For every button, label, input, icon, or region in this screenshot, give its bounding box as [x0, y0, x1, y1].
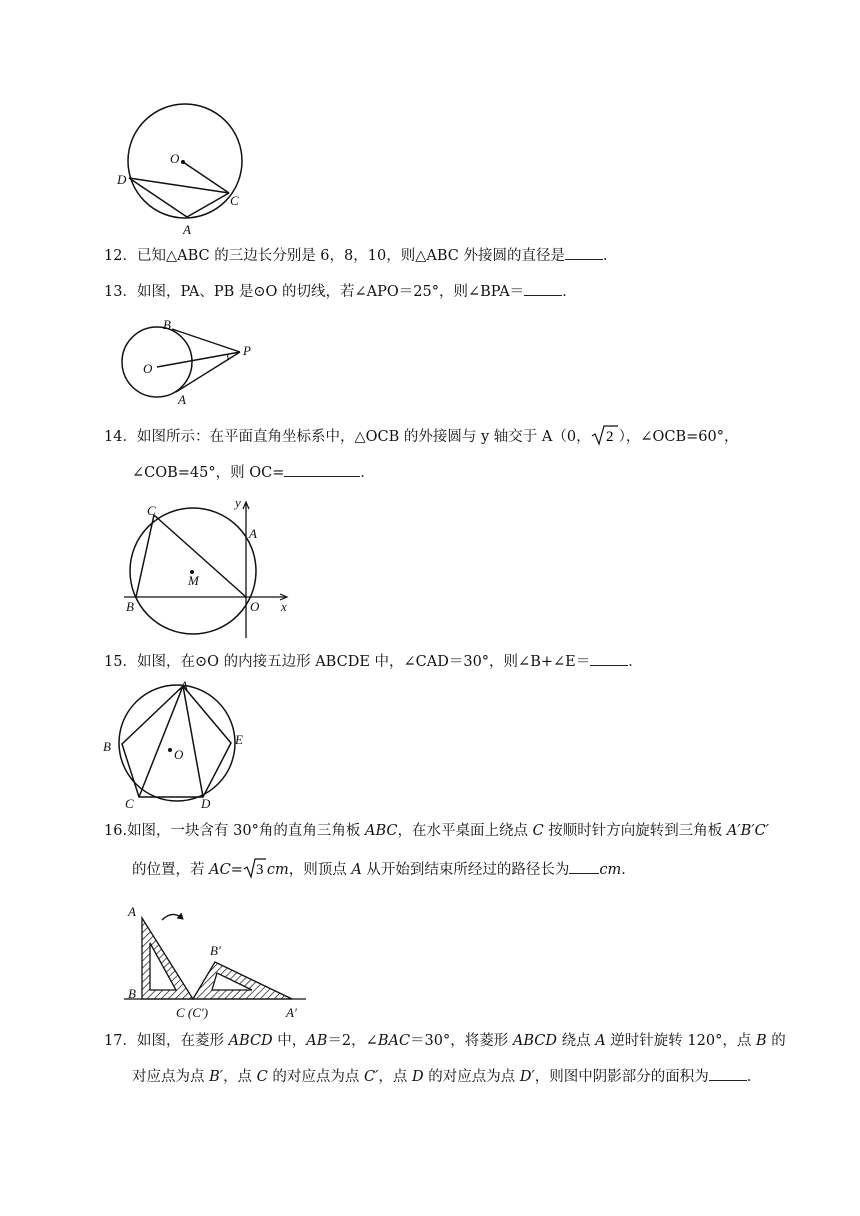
math-A: A	[595, 1033, 606, 1049]
math-ABC: ABC	[364, 823, 398, 839]
label-C-Cprime: C (C′)	[176, 1005, 209, 1020]
label-y: y	[235, 495, 241, 510]
problem-17-line1	[104, 1026, 784, 1056]
problem-text: =	[230, 862, 243, 878]
problem-text-end: ．	[562, 284, 577, 300]
math-C-prime: C′	[364, 1069, 379, 1085]
problem-text-end: ．	[746, 1069, 762, 1085]
answer-blank[interactable]	[284, 460, 360, 477]
math-unit: cm	[266, 862, 289, 878]
problem-text: ＝2，∠	[327, 1033, 378, 1049]
math-A: A	[351, 862, 362, 878]
problem-number: 14．	[104, 429, 137, 445]
problem-text: 如图所示：在平面直角坐标系中，△OCB 的外接圆与 y 轴交于 A（0，	[136, 429, 591, 445]
problem-text: ，点	[378, 1069, 412, 1085]
problem-text: ，在水平桌面上绕点	[397, 823, 533, 839]
label-O: O	[170, 151, 180, 166]
math-ABCD: ABCD	[512, 1033, 557, 1049]
problem-13	[104, 277, 784, 307]
problem-number: 13．	[104, 284, 137, 300]
center-point-O	[168, 748, 172, 752]
problem-text: 从开始到结束所经过的路径长为	[361, 862, 570, 878]
label-B: B	[163, 317, 171, 332]
math-D: D	[412, 1069, 424, 1085]
problem-text: ，点	[223, 1069, 257, 1085]
label-B: B	[126, 599, 134, 614]
problem-text: 逆时针旋转 120°，点	[605, 1033, 756, 1049]
segment-OC	[183, 162, 229, 193]
problem-number: 17．	[104, 1033, 137, 1049]
problem-text: 如图，一块含有 30°角的直角三角板	[127, 823, 365, 839]
problem-number: 12．	[104, 248, 137, 264]
math-C: C	[532, 823, 544, 839]
label-C: C	[230, 193, 239, 208]
problem-text: 中，	[272, 1033, 307, 1049]
circle-O	[128, 104, 242, 218]
problem-text: 的	[766, 1033, 786, 1049]
problem-text: 对应点为点	[132, 1069, 210, 1085]
problem-text: 绕点	[556, 1033, 596, 1049]
sqrt-radicand: 3	[255, 862, 264, 878]
sqrt-expression	[591, 422, 619, 452]
problem-text: ＝30°，将菱形	[410, 1033, 513, 1049]
angle-mark-APO	[228, 354, 229, 360]
problem-text-end: ．	[602, 248, 618, 264]
problem-text: ，则顶点	[288, 862, 352, 878]
segment-AC	[139, 686, 183, 797]
answer-blank[interactable]	[524, 279, 562, 296]
label-M: M	[188, 573, 199, 588]
figure-14-coordinate-circle	[112, 495, 302, 645]
problem-text: 如图，在菱形	[136, 1033, 229, 1049]
problem-text: ∠COB=45°，则 OC=	[132, 465, 285, 481]
figure-13-tangents	[110, 312, 270, 412]
math-B: B	[755, 1033, 767, 1049]
math-AB: AB	[306, 1033, 328, 1049]
math-B-prime: B′	[209, 1069, 224, 1085]
problem-16-line1	[104, 816, 784, 846]
problem-17-line2	[132, 1062, 812, 1092]
answer-blank[interactable]	[590, 649, 628, 666]
problem-text: 如图，PA、PB 是⊙O 的切线，若∠APO＝25°，则∠BPA＝	[136, 284, 525, 300]
problem-text: 按顺时针方向旋转到三角板	[543, 823, 727, 839]
problem-text: 如图，在⊙O 的内接五边形 ABCDE 中，∠CAD＝30°，则∠B+∠E＝	[136, 654, 591, 670]
label-B-prime: B′	[210, 943, 221, 958]
figure-16-rotating-triangle	[120, 898, 320, 1023]
problem-16-line2	[132, 855, 812, 885]
segment-BC	[136, 515, 154, 597]
triangle-A1B1C1	[193, 962, 292, 999]
problem-text: 的位置，若	[132, 862, 210, 878]
triangle-ABC	[142, 918, 193, 999]
label-A: A	[249, 526, 257, 541]
problem-text-end: ．	[628, 654, 643, 670]
math-D-prime: D′	[519, 1069, 535, 1085]
problem-15	[104, 647, 784, 677]
problem-12	[104, 241, 784, 271]
label-A: A	[178, 392, 186, 407]
math-BAC: BAC	[377, 1033, 411, 1049]
label-x: x	[281, 599, 287, 614]
math-unit: cm	[599, 862, 622, 878]
problem-14-line1	[104, 422, 784, 452]
segment-CO	[154, 515, 246, 597]
problem-number: 16.	[104, 823, 128, 839]
figure-11-circle	[110, 90, 270, 240]
problem-text: 的对应点为点	[423, 1069, 520, 1085]
problem-14-line2	[132, 458, 812, 488]
answer-blank[interactable]	[709, 1064, 747, 1081]
figure-15-pentagon	[97, 677, 257, 812]
label-P: P	[243, 343, 251, 358]
problem-text: ），∠OCB=60°，	[618, 429, 739, 445]
label-A: A	[180, 678, 188, 693]
problem-text-end: ．	[621, 862, 636, 878]
problem-text-end: ．	[360, 465, 375, 481]
segment-AD	[183, 686, 203, 797]
problem-number: 15．	[104, 654, 137, 670]
sqrt-expression	[243, 855, 267, 885]
label-C: C	[147, 503, 156, 518]
label-A: A	[128, 904, 136, 919]
answer-blank[interactable]	[569, 857, 599, 874]
problem-text: 已知△ABC 的三边长分别是 6，8，10，则△ABC 外接圆的直径是	[136, 248, 565, 264]
label-C: C	[125, 796, 134, 811]
answer-blank[interactable]	[565, 243, 603, 260]
label-O: O	[143, 361, 153, 376]
math-AC: AC	[209, 862, 231, 878]
label-E: E	[235, 732, 243, 747]
label-A-prime: A′	[286, 1005, 297, 1020]
label-O: O	[250, 599, 260, 614]
label-B: B	[103, 739, 111, 754]
problem-text: ，则图中阴影部分的面积为	[534, 1069, 709, 1085]
segment-DC	[129, 178, 229, 193]
label-O: O	[174, 747, 184, 762]
math-ABCD: ABCD	[228, 1033, 273, 1049]
label-B: B	[128, 986, 136, 1001]
problem-text: 的对应点为点	[267, 1069, 364, 1085]
sqrt-radicand: 2	[605, 429, 614, 445]
label-A: A	[183, 222, 191, 237]
label-D: D	[201, 796, 211, 811]
math-A1B1C1: A′B′C′	[726, 823, 770, 839]
tangent-PB	[172, 329, 240, 352]
label-D: D	[117, 172, 127, 187]
math-C: C	[256, 1069, 268, 1085]
